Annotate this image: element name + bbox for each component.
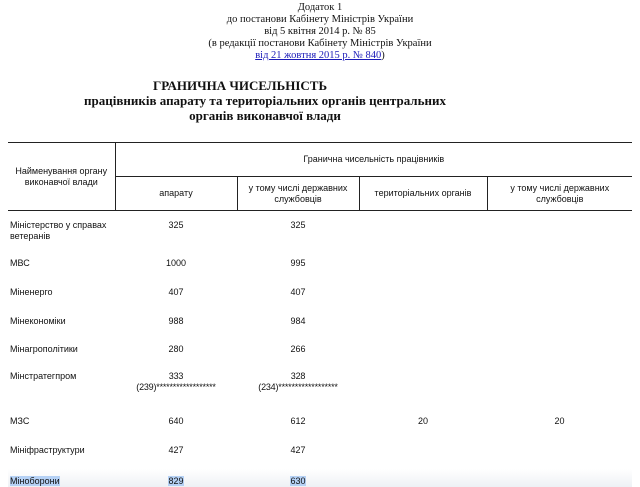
row-name: Міненерго [10,286,53,297]
row-apparat-cell [115,469,237,487]
row-apparat-civil: 328 [290,370,306,381]
row-territorial [359,281,487,310]
row-apparat: 427 [168,444,184,455]
annex-line-4: (в редакції постанови Кабінету Міністрів України [208,38,432,49]
row-apparat-cell [115,367,237,405]
table-row [8,469,632,487]
row-apparat-civil: 266 [290,343,306,354]
row-apparat: 333 [168,370,184,381]
row-territorial-civil [487,249,632,281]
row-apparat-civil: 630 [290,475,306,486]
row-territorial [359,367,487,405]
table-row [8,249,632,281]
row-name: Міноборони [10,475,60,486]
row-territorial-civil [487,439,632,469]
row-name: Мінстратегпром [10,370,77,381]
row-territorial [359,439,487,469]
row-apparat: 640 [168,415,184,426]
row-territorial-civil [487,281,632,310]
row-name: МЗС [10,415,30,426]
table-row [8,281,632,310]
title-line-2: працівників апарату та територіальних органів центральних [84,93,446,108]
row-territorial: 20 [417,415,428,426]
annex-line-3: від 5 квітня 2014 р. № 85 [264,26,376,37]
row-apparat: 988 [168,315,184,326]
row-name-cell [8,469,115,487]
row-apparat: 325 [168,220,184,230]
table-row [8,339,632,367]
row-territorial-civil [487,469,632,487]
col-header-territorial-civil: у тому числі державних службовців [487,177,632,211]
table-row [8,439,632,469]
col-header-territorial: територіальних органів [359,177,487,211]
col-header-apparat: апарату [115,177,237,211]
row-territorial [359,310,487,339]
staff-limits-table [8,142,632,487]
row-apparat: 407 [168,286,184,297]
row-apparat: 829 [168,475,184,486]
row-apparat-civil: 407 [290,286,306,297]
row-apparat: 280 [168,343,184,354]
row-name: МВС [10,257,30,268]
document-title [0,78,640,123]
row-name: Мінекономіки [10,315,66,326]
row-apparat-extra: (239)****************** [136,381,216,392]
col-header-apparat-civil: у тому числі державних службовців [237,177,359,211]
row-territorial-civil [487,367,632,405]
amendment-link[interactable]: від 21 жовтня 2015 р. № 840 [255,50,382,61]
row-apparat-civil-cell [237,469,359,487]
title-line-1: ГРАНИЧНА ЧИСЕЛЬНІСТЬ [152,78,328,93]
row-territorial-civil [487,339,632,367]
row-apparat-civil: 995 [290,257,306,268]
annex-line-5 [0,50,640,62]
table-row [8,310,632,339]
row-name: Мінагрополітики [10,343,78,354]
row-territorial [359,249,487,281]
row-territorial-civil [487,310,632,339]
row-apparat-civil-extra: (234)****************** [258,381,338,392]
row-name: Міністерство у справах ветеранів [10,220,107,241]
row-territorial-civil [487,211,632,249]
table-row [8,367,632,405]
col-header-group: Гранична чисельність працівників [115,143,632,177]
row-name: Мініфраструктури [10,444,85,455]
row-apparat-civil: 325 [290,220,306,230]
title-line-3: органів виконавчої влади [189,108,341,123]
annex-line-2: до постанови Кабінету Міністрів України [226,14,414,25]
annex-header [0,2,640,62]
row-territorial [359,211,487,249]
row-apparat-civil: 612 [290,415,306,426]
row-territorial [359,469,487,487]
col-header-name: Найменування органу виконавчої влади [8,143,115,211]
table-row [8,211,632,249]
table-row [8,405,632,439]
row-territorial-civil: 20 [554,415,565,426]
row-apparat-civil: 427 [290,444,306,455]
row-territorial [359,339,487,367]
annex-line-1: Додаток 1 [297,2,343,13]
row-apparat-civil-cell [237,367,359,405]
amendment-close: ) [381,50,385,61]
row-apparat-civil: 984 [290,315,306,326]
row-apparat: 1000 [165,257,187,268]
